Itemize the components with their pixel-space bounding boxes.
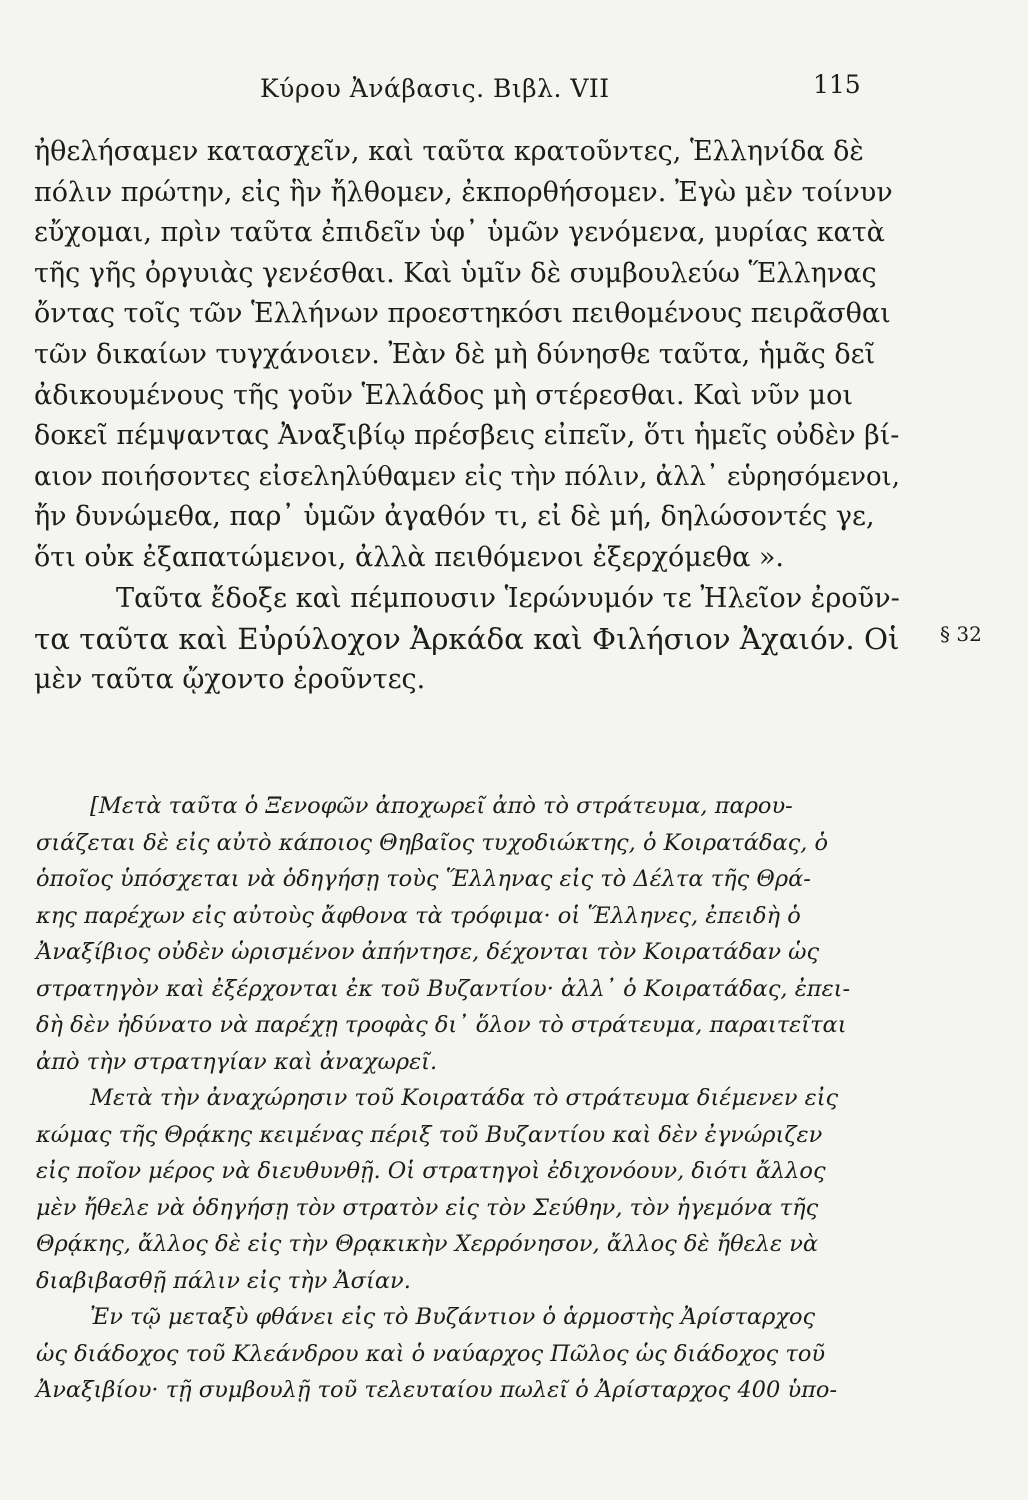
summary-line: εἰς ποῖον μέρος νὰ διευθυνθῇ. Οἱ στρατηγοὶ ἐδιχονόουν, διότι ἄλλος [36, 1158, 826, 1184]
summary-line: ὁποῖος ὑπόσχεται νὰ ὁδηγήσῃ τοὺς Ἕλληνας εἰς τὸ Δέλτα τῆς Θρά- [36, 866, 811, 892]
text-line: τα ταῦτα καὶ Εὐρύλοχον Ἀρκάδα καὶ Φιλήσιον Ἀχαιόν. Οἱ [34, 622, 900, 657]
summary-line: σιάζεται δὲ εἰς αὐτὸ κάποιος Θηβαῖος τυχοδιώκτης, ὁ Κοιρατάδας, ὁ [36, 829, 829, 856]
summary-line: Ἀναξίβιος οὐδὲν ὡρισμένον ἀπήντησε, δέχονται τὸν Κοιρατάδαν ὡς [36, 939, 820, 965]
text-line: ἠθελήσαμεν κατασχεῖν, καὶ ταῦτα κρατοῦντες, Ἑλληνίδα δὲ [34, 136, 864, 167]
text-line: Ταῦτα ἔδοξε καὶ πέμπουσιν Ἱερώνυμόν τε Ἠλεῖον ἐροῦν- [116, 582, 900, 614]
text-line: πόλιν πρώτην, εἰς ἣν ἤλθομεν, ἐκπορθήσομεν. Ἐγὼ μὲν τοίνυν [34, 176, 893, 208]
text-line: ἤν δυνώμεθα, παρ᾽ ὑμῶν ἀγαθόν τι, εἰ δὲ μή, δηλώσοντές γε, [34, 501, 875, 533]
text-line: ὅτι οὐκ ἐξαπατώμενοι, ἀλλὰ πειθόμενοι ἐξερχόμεθα ». [34, 541, 784, 573]
summary-line: Ἀναξιβίου· τῇ συμβουλῇ τοῦ τελευταίου πωλεῖ ὁ Ἀρίσταρχος 400 ὑπο- [36, 1377, 838, 1403]
summary-line: Ἐν τῷ μεταξὺ φθάνει εἰς τὸ Βυζάντιον ὁ ἁρμοστὴς Ἀρίσταρχος [90, 1304, 816, 1330]
summary-line: [Μετὰ ταῦτα ὁ Ξενοφῶν ἀποχωρεῖ ἀπὸ τὸ στράτευμα, παρου- [90, 793, 793, 819]
summary-line: μὲν ἤθελε νὰ ὁδηγήσῃ τὸν στρατὸν εἰς τὸν Σεύθην, τὸν ἡγεμόνα τῆς [36, 1194, 819, 1221]
summary-line: δὴ δὲν ἠδύνατο νὰ παρέχῃ τροφὰς δι᾽ ὅλον τὸ στράτευμα, παραιτεῖται [36, 1012, 847, 1038]
summary-text [20, 788, 895, 1409]
summary-line: κώμας τῆς Θρᾴκης κειμένας πέριξ τοῦ Βυζαντίου καὶ δὲν ἐγνώριζεν [36, 1121, 823, 1148]
main-text [32, 132, 900, 700]
text-line: εὔχομαι, πρὶν ταῦτα ἐπιδεῖν ὑφ᾽ ὑμῶν γενόμενα, μυρίας κατὰ [34, 217, 885, 249]
summary-line: στρατηγὸν καὶ ἐξέρχονται ἐκ τοῦ Βυζαντίου· ἀλλ᾽ ὁ Κοιρατάδας, ἐπει- [36, 975, 851, 1002]
text-line: αιον ποιήσοντες εἰσεληλύθαμεν εἰς τὴν πόλιν, ἀλλ᾽ εὑρησόμενοι, [34, 461, 900, 492]
summary-line: Μετὰ τὴν ἀναχώρησιν τοῦ Κοιρατάδα τὸ στράτευμα διέμενεν εἰς [90, 1085, 839, 1111]
summary-line: ὡς διάδοχος τοῦ Κλεάνδρου καὶ ὁ ναύαρχος Πῶλος ὡς διάδοχος τοῦ [36, 1340, 826, 1367]
text-line: τῆς γῆς ὀργυιὰς γενέσθαι. Καὶ ὑμῖν δὲ συμβουλεύω Ἕλληνας [34, 257, 877, 289]
running-title: Κύρου Ἀνάβασις. Βιβλ. VII [260, 74, 610, 103]
summary-line: διαβιβασθῇ πάλιν εἰς τὴν Ἀσίαν. [36, 1267, 411, 1294]
text-line: μὲν ταῦτα ᾤχοντο ἐροῦντες. [34, 663, 426, 695]
text-line: ὄντας τοῖς τῶν Ἑλλήνων προεστηκόσι πειθομένους πειρᾶσθαι [34, 298, 891, 330]
summary-line: Θρᾴκης, ἄλλος δὲ εἰς τὴν Θρᾳκικὴν Χερρόνησον, ἄλλος δὲ ἤθελε νὰ [36, 1231, 819, 1257]
summary-line: κης παρέχων εἰς αὐτοὺς ἄφθονα τὰ τρόφιμα· οἱ Ἕλληνες, ἐπειδὴ ὁ [36, 902, 801, 929]
text-line: ἀδικουμένους τῆς γοῦν Ἑλλάδος μὴ στέρεσθαι. Καὶ νῦν μοι [34, 379, 853, 411]
page-number: 115 [813, 70, 861, 99]
text-line: δοκεῖ πέμψαντας Ἀναξιβίῳ πρέσβεις εἰπεῖν, ὅτι ἡμεῖς οὐδὲν βί- [34, 420, 900, 452]
summary-line: ἀπὸ τὴν στρατηγίαν καὶ ἀναχωρεῖ. [36, 1048, 438, 1075]
section-marker: § 32 [940, 622, 982, 646]
text-line: τῶν δικαίων τυγχάνοιεν. Ἐὰν δὲ μὴ δύνησθε ταῦτα, ἡμᾶς δεῖ [34, 338, 876, 370]
